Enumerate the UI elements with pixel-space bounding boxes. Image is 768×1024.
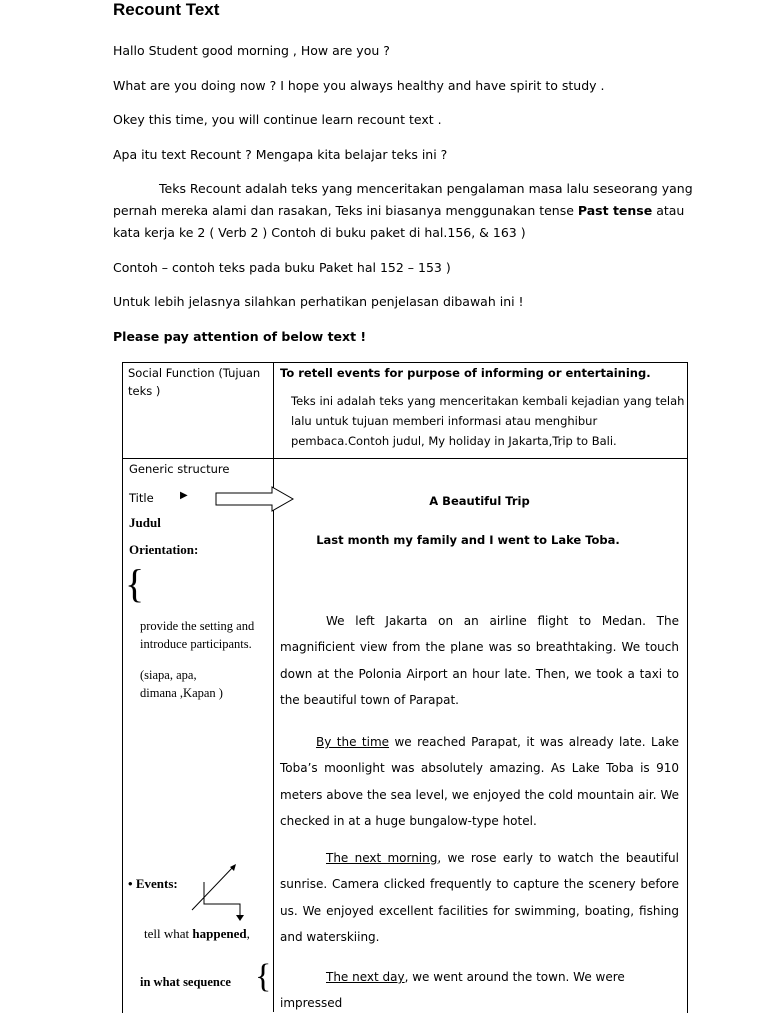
orientation-label: Orientation: <box>129 542 199 557</box>
attention-paragraph: Please pay attention of below text ! <box>113 329 367 344</box>
orientation-desc-line-1: provide the setting and <box>140 619 255 633</box>
definition-line-1: Teks Recount adalah teks yang menceritakan pengalaman masa lalu seseorang yang <box>159 181 693 196</box>
title-label: Title <box>129 491 154 505</box>
social-function-id-line-1: Teks ini adalah teks yang menceritakan kembali kejadian yang telah <box>291 394 685 408</box>
story-paragraph-1: We left Jakarta on an airline flight to Medan. The magnificient view from the plane was so breathtaking. We touch down at the Polonia Airport an hour late. Then, we took a taxi to the beautiful town of Parapat. <box>280 614 679 707</box>
social-function-indonesian <box>291 391 684 451</box>
definition-paragraph <box>113 178 693 244</box>
story-paragraph-4: The next day, we went around the town. We were impressed <box>280 970 625 1011</box>
time-connective: By the time <box>316 735 390 749</box>
table-row-divider <box>122 458 687 459</box>
social-function-id-line-3: pembaca.Contoh judul, My holiday in Jakarta,Trip to Bali. <box>291 434 617 448</box>
orientation-who-line-2: dimana ,Kapan ) <box>140 686 223 700</box>
examples-paragraph: Contoh – contoh teks pada buku Paket hal 152 – 153 ) <box>113 260 451 275</box>
instruction-paragraph: Untuk lebih jelasnya silahkan perhatikan penjelasan dibawah ini ! <box>113 294 524 309</box>
table-column-divider <box>273 362 274 1012</box>
events-sequence: in what sequence <box>140 975 231 989</box>
continue-paragraph: Okey this time, you will continue learn recount text . <box>113 112 442 127</box>
events-brace: { <box>255 958 272 995</box>
generic-structure-label: Generic structure <box>129 462 230 476</box>
page-title: Recount Text <box>113 0 220 19</box>
events-label: • Events: <box>128 876 178 891</box>
greeting-paragraph: Hallo Student good morning , How are you ? <box>113 43 390 58</box>
social-function-id-line-2: lalu untuk tujuan memberi informasi atau menghibur <box>291 414 598 428</box>
question-paragraph: Apa itu text Recount ? Mengapa kita belajar teks ini ? <box>113 147 448 162</box>
time-connective: The next day <box>326 970 405 984</box>
pointer-icon: ▶ <box>180 490 188 501</box>
story-title: A Beautiful Trip <box>429 494 530 508</box>
time-connective: The next morning <box>326 851 438 865</box>
story-paragraph-3: The next morning, we rose early to watch the beautiful sunrise. Camera clicked frequently to capture the scenery before us. We enjoyed excellent facilities for swimming, boating, fishing and waterskiing. <box>280 851 679 944</box>
bullet-icon: • <box>128 876 133 891</box>
definition-line-2: pernah mereka alami dan rasakan, Teks ini biasanya menggunakan tense Past tense atau <box>113 203 685 218</box>
orientation-brace: { <box>125 561 145 606</box>
social-function-label: Social Function (Tujuan teks ) <box>128 366 261 398</box>
orientation-questions <box>140 666 223 702</box>
hope-paragraph: What are you doing now ? I hope you always healthy and have spirit to study . <box>113 78 605 93</box>
judul-label: Judul <box>129 515 161 530</box>
orientation-desc-line-2: introduce participants. <box>140 637 252 651</box>
definition-line-3: kata kerja ke 2 ( Verb 2 ) Contoh di buku paket di hal.156, & 163 ) <box>113 225 526 240</box>
events-description: tell what happened, <box>144 926 250 941</box>
past-tense-emphasis: Past tense <box>577 203 653 218</box>
orientation-who-line-1: (siapa, apa, <box>140 668 197 682</box>
story-paragraph-2: By the time we reached Parapat, it was already late. Lake Toba’s moonlight was absolutely amazing. As Lake Toba is 910 meters above the sea level, we enjoyed the cold mountain air. We checked in at a huge bungalow-type hotel. <box>280 735 679 828</box>
story-orientation: Last month my family and I went to Lake Toba. <box>316 533 620 547</box>
orientation-description <box>140 617 254 653</box>
social-function-english: To retell events for purpose of informing or entertaining. <box>280 366 651 380</box>
events-arrows-icon <box>190 860 250 922</box>
